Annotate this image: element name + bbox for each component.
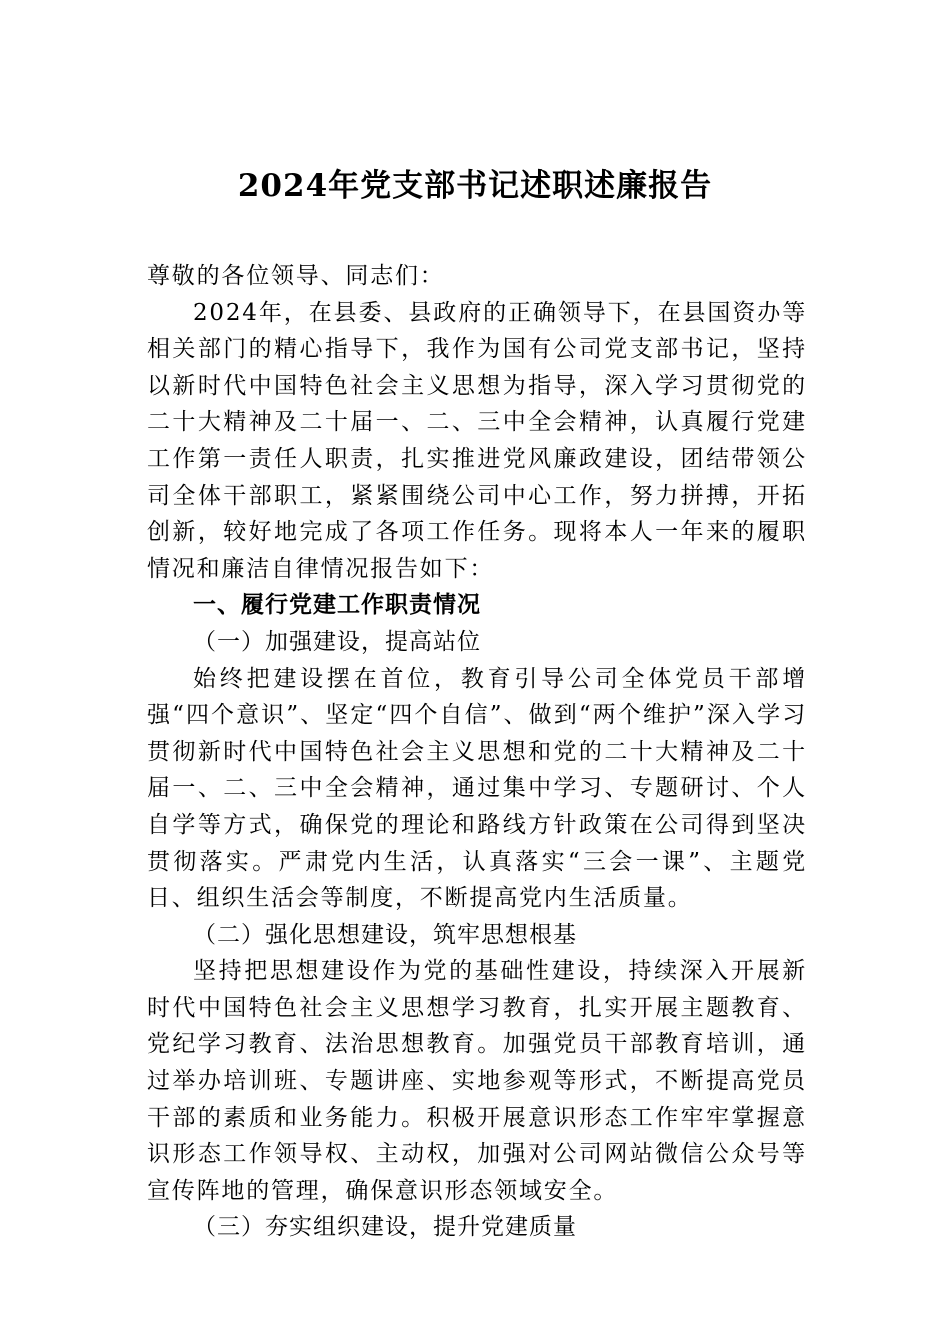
section-heading-1: 一、履行党建工作职责情况 <box>193 592 481 619</box>
subsection-paragraph-2: 坚持把思想建设作为党的基础性建设，持续深入开展新时代中国特色社会主义思想学习教育，扎实开展主题教育、党纪学习教育、法治思想教育。加强党员干部教育培训，通过举办培训班、专题讲座、实地参观等形式，不断提高党员干部的素质和业务能力。积极开展意识形态工作牢牢掌握意识形态工作领导权、主动权，加强对公司网站微信公众号等宣传阵地的管理，确保意识形态领域安全。 <box>147 958 807 1204</box>
document-title: 2024年党支部书记述职述廉报告 <box>237 168 713 204</box>
document-body <box>147 258 807 1246</box>
subsection-heading-2: （二）强化思想建设，筑牢思想根基 <box>193 921 577 948</box>
intro-paragraph: 2024年，在县委、县政府的正确领导下，在县国资办等相关部门的精心指导下，我作为国有公司党支部书记，坚持以新时代中国特色社会主义思想为指导，深入学习贯彻党的二十大精神及二十届一、二、三中全会精神，认真履行党建工作第一责任人职责，扎实推进党风廉政建设，团结带领公司全体干部职工，紧紧围绕公司中心工作，努力拼搏，开拓创新，较好地完成了各项工作任务。现将本人一年来的履职情况和廉洁自律情况报告如下： <box>147 299 807 582</box>
subsection-heading-3: （三）夯实组织建设，提升党建质量 <box>193 1214 577 1241</box>
subsection-heading-1: （一）加强建设，提高站位 <box>193 628 481 655</box>
subsection-paragraph-1: 始终把建设摆在首位，教育引导公司全体党员干部增强“四个意识”、坚定“四个自信”、做到“两个维护”深入学习贯彻新时代中国特色社会主义思想和党的二十大精神及二十届一、二、三中全会精神，通过集中学习、专题研讨、个人自学等方式，确保党的理论和路线方针政策在公司得到坚决贯彻落实。严肃党内生活，认真落实“三会一课”、主题党日、组织生活会等制度，不断提高党内生活质量。 <box>147 665 807 912</box>
salutation: 尊敬的各位领导、同志们： <box>147 263 445 289</box>
